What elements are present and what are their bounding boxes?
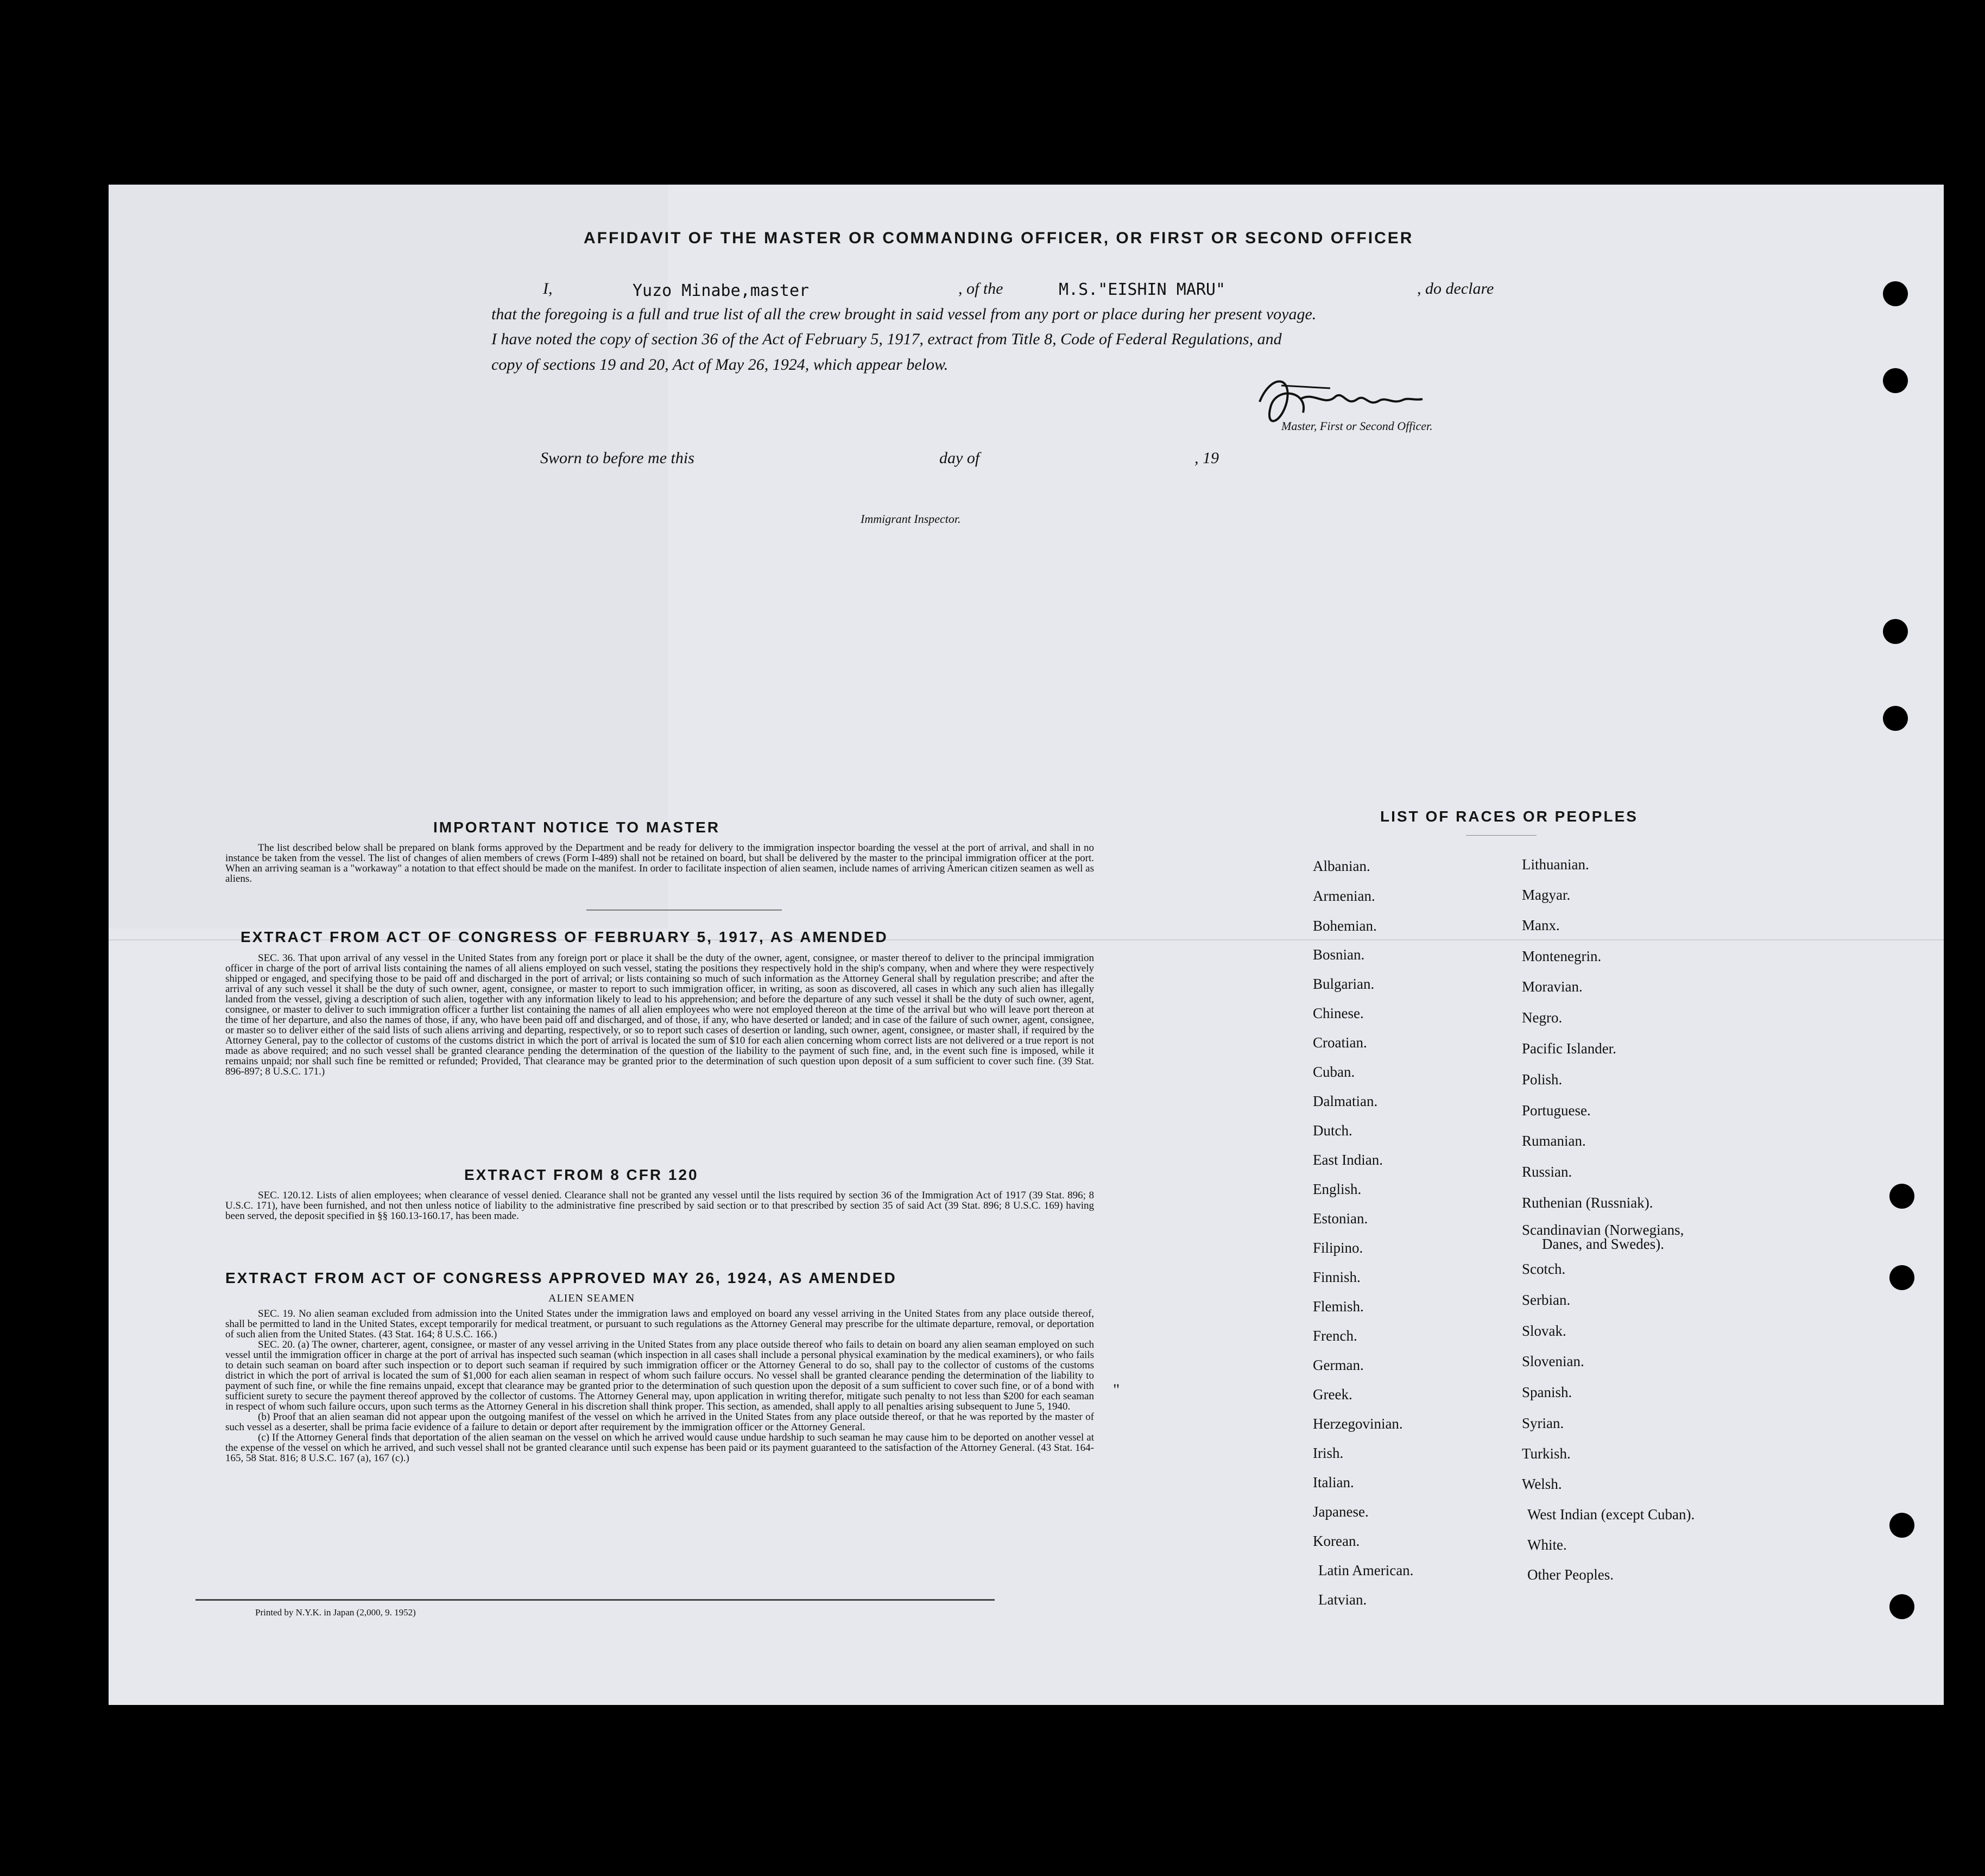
punch-hole [1883,706,1908,731]
notice-paragraph: The list described below shall be prepared on blank forms approved by the Department and be ready for delivery to the immigration inspector boarding the vessel at the port of arrival, and shall in no instance be taken from the vessel. The list of changes of alien members of crews (Form I-489) shall not be retained on board, but shall be delivered by the master to the principal immigration officer at the port. When an arriving seaman is a "workaway" a notation to that effect should be made on the manifest. In order to facilitate inspection of alien seamen, include names of arriving American citizen seamen as well as aliens. [225,842,1094,885]
races-divider [1466,835,1537,836]
race-item: Bosnian. [1313,946,1365,963]
day-of-text: day of [939,449,980,467]
inspector-caption: Immigrant Inspector. [861,512,961,526]
affidavit-line3: I have noted the copy of section 36 of the Act of February 5, 1917, extract from Title 8, Code of Federal Regulations, and [491,330,1282,348]
race-item: Albanian. [1313,858,1370,874]
race-item: Welsh. [1522,1476,1562,1492]
sworn-text: Sworn to before me this [540,449,694,467]
race-item: Syrian. [1522,1415,1564,1431]
race-item: Flemish. [1313,1298,1364,1315]
race-item: Moravian. [1522,978,1583,995]
race-item: Serbian. [1522,1292,1571,1308]
extract-1924-subtitle: ALIEN SEAMEN [548,1292,635,1304]
race-item: Montenegrin. [1522,948,1602,964]
race-item: Slovenian. [1522,1353,1584,1369]
race-item: Slovak. [1522,1323,1566,1339]
extract-1924-sec20a: SEC. 20. (a) The owner, charterer, agent, consignee, or master of any vessel arriving in the United States from any place outside thereof who fails to detain on board any alien seaman employed on such vessel until the immigration officer in charge at the port of arrival has inspected such seaman (which inspection in all cases shall include a personal physical examination by the medical examiners), or who fails to detain such seaman on board after such inspection or to deport such seaman if required by such immigration officer or the Attorney General to do so, shall pay to the collector of customs of the customs district in which the port of arrival is located the sum of $1,000 for each alien seaman in respect of whom such failure occurs. No vessel shall be granted clearance pending the determination of the liability to payment of such fine, or while the fine remains unpaid, except that clearance may be granted prior to the determination of such question upon the deposit of a sum sufficient to cover such fine, or of a bond with sufficient surety to secure the payment thereof approved by the collector of customs. The Attorney General may, upon application in writing therefor, mitigate such penalty to not less than $200 for each seaman in respect of whom such failure occurs, upon such terms as the Attorney General in his discretion shall think proper. This section, as amended, shall apply to all penalties arising subsequent to June 5, 1940. [225,1339,1094,1412]
race-item: Pacific Islander. [1522,1040,1616,1057]
race-item: Bohemian. [1313,918,1377,934]
race-item: Italian. [1313,1474,1354,1490]
vessel-name: M.S."EISHIN MARU" [1059,280,1226,299]
affidavit-line2: that the foregoing is a full and true list of all the crew brought in said vessel from any port or place during her present voyage. [491,305,1317,323]
divider [586,909,782,911]
punch-hole [1889,1184,1914,1209]
race-item: Other Peoples. [1527,1567,1614,1583]
race-item: Ruthenian (Russniak). [1522,1195,1653,1211]
race-item: Croatian. [1313,1034,1367,1051]
extract-1924-body [225,1309,1094,1463]
extract-1917-title: EXTRACT FROM ACT OF CONGRESS OF FEBRUARY 5, 1917, AS AMENDED [241,928,888,945]
extract-cfr-paragraph: SEC. 120.12. Lists of alien employees; when clearance of vessel denied. Clearance shall not be granted any vessel until the lists required by section 36 of the Immigration Act of 1917 (39 Stat. 896; 8 U.S.C. 171), have been furnished, and not then unless notice of liability to the administrative fine prescribed by said section or to that prescribed by section 35 of said Act (39 Stat. 896; 8 U.S.C. 169) having been served, the deposit specified in §§ 160.13-160.17, has been made. [225,1190,1094,1222]
race-item: Latin American. [1318,1562,1414,1578]
affidavit-do-declare: , do declare [1417,280,1494,298]
race-item: Latvian. [1318,1591,1367,1608]
extract-1917-body [225,953,1094,1077]
extract-1924-sec20b: (b) Proof that an alien seaman did not appear upon the outgoing manifest of the vessel on which he arrived in the United States from any place outside thereof, or that he was reported by the master of such vessel as a deserter, shall be prima facie evidence of a failure to detain or deport after requirement by the immigration officer or the Attorney General. [225,1411,1094,1433]
races-title: LIST OF RACES OR PEOPLES [1380,808,1638,825]
race-item: Spanish. [1522,1384,1572,1400]
extract-1917-paragraph: SEC. 36. That upon arrival of any vessel in the United States from any foreign port or place it shall be the duty of the owner, agent, consignee, or master thereof to deliver to the principal immigration officer in charge of the port of arrival lists containing the names of all aliens employed on such vessel, stating the positions they respectively hold in the ship's company, when and where they were respectively shipped or engaged, and specifying those to be paid off and discharged in the port of arrival; or lists containing so much of such information as the Attorney General shall by regulation prescribe; and after the arrival of any such vessel it shall be the duty of such owner, agent, consignee, or master to report to such immigration officer, in writing, as soon as discovered, all cases in which any such alien has illegally landed from the vessel, giving a description of such alien, together with any information likely to lead to his apprehension; and before the departure of any such vessel it shall be the duty of such owner, agent, consignee, or master to deliver to such immigration officer a further list containing the names of all alien employees who were not employed thereon at the time of the arrival but who will leave port thereon at the time of her departure, and also the names of those, if any, who have been paid off and discharged, and of those, if any, who have deserted or landed; and in case of the failure of such owner, agent, consignee, or master so to deliver either of the said lists of such aliens arriving and departing, respectively, or so to report such cases of desertion or landing, such owner, agent, consignee, or master shall, if required by the Attorney General, pay to the collector of customs of the customs district in which the port of arrival is located the sum of $10 for each alien concerning whom correct lists are not delivered or a true report is not made as above required; and no such vessel shall be granted clearance pending the determination of the question of the liability to the payment of such fine, and, in the event such fine is imposed, while it remains unpaid; nor shall such fine be remitted or refunded; Provided, That clearance may be granted prior to the determination of such question upon deposit of a sum sufficient to cover such fine. (39 Stat. 896-897; 8 U.S.C. 171.) [225,952,1094,1077]
race-item: French. [1313,1328,1357,1344]
affidavit-of-the: , of the [958,280,1003,298]
race-item: Chinese. [1313,1005,1364,1021]
punch-hole [1883,619,1908,644]
race-item: Russian. [1522,1164,1572,1180]
punch-hole [1889,1265,1914,1290]
folded-flap [109,185,668,928]
race-item: German. [1313,1357,1364,1373]
race-item: Magyar. [1522,887,1571,903]
race-item: Lithuanian. [1522,856,1589,873]
extract-cfr-title: EXTRACT FROM 8 CFR 120 [464,1166,699,1183]
race-item: English. [1313,1181,1362,1197]
race-item: Irish. [1313,1445,1344,1461]
race-item: Portuguese. [1522,1102,1591,1119]
extract-1924-title: EXTRACT FROM ACT OF CONGRESS APPROVED MAY 26, 1924, AS AMENDED [225,1269,897,1286]
punch-hole [1883,281,1908,306]
race-item: Greek. [1313,1386,1352,1403]
bottom-rule [195,1599,995,1601]
race-item: Dutch. [1313,1122,1352,1139]
race-item: Bulgarian. [1313,976,1375,992]
race-item: Estonian. [1313,1210,1368,1227]
race-item: Cuban. [1313,1064,1355,1080]
notice-body [225,843,1094,884]
race-item: Dalmatian. [1313,1093,1378,1109]
race-item: East Indian. [1313,1152,1383,1168]
year-text: , 19 [1194,449,1219,467]
punch-hole [1889,1513,1914,1538]
race-item: White. [1527,1537,1567,1553]
race-item: Rumanian. [1522,1133,1586,1149]
punch-hole [1883,368,1908,393]
race-item: Turkish. [1522,1445,1571,1462]
affidavit-title: AFFIDAVIT OF THE MASTER OR COMMANDING OFFICER, OR FIRST OR SECOND OFFICER [584,229,1414,247]
signature-caption: Master, First or Second Officer. [1281,419,1433,433]
notice-title: IMPORTANT NOTICE TO MASTER [433,819,720,836]
race-item: Scandinavian (Norwegians, [1522,1222,1684,1238]
race-item: Finnish. [1313,1269,1361,1285]
extract-cfr-body [225,1190,1094,1221]
affidavit-i: I, [543,280,553,298]
race-item: West Indian (except Cuban). [1527,1506,1695,1523]
race-item: Negro. [1522,1009,1563,1026]
race-item: Korean. [1313,1533,1360,1549]
race-item-continuation: Danes, and Swedes). [1542,1236,1664,1252]
printer-line: Printed by N.Y.K. in Japan (2,000, 9. 1952) [255,1607,416,1618]
race-item: Scotch. [1522,1261,1566,1277]
extract-1924-sec20c: (c) If the Attorney General finds that deportation of the alien seaman on the vessel on which he arrived would cause undue hardship to such seaman he may cause him to be deported on another vessel at the expense of the vessel on which he arrived, and such vessel shall not be granted clearance until such expense has been paid or its payment guaranteed to the satisfaction of the Attorney General. (43 Stat. 164-165, 58 Stat. 816; 8 U.S.C. 167 (a), 167 (c).) [225,1432,1094,1464]
affidavit-line4: copy of sections 19 and 20, Act of May 26, 1924, which appear below. [491,356,949,374]
stray-mark: " [1113,1381,1120,1399]
extract-1924-sec19: SEC. 19. No alien seaman excluded from admission into the United States under the immigration laws and employed on board any vessel arriving in the United States from any place outside thereof, shall be permitted to land in the United States, except temporarily for medical treatment, or pursuant to such regulations as the Attorney General may prescribe for the ultimate departure, removal, or deportation of such alien from the United States. (43 Stat. 164; 8 U.S.C. 166.) [225,1308,1094,1340]
race-item: Armenian. [1313,888,1375,904]
master-name: Yuzo Minabe,master [633,281,810,300]
document-sheet [109,185,1944,1705]
race-item: Herzegovinian. [1313,1416,1403,1432]
punch-hole [1889,1594,1914,1619]
race-item: Japanese. [1313,1504,1369,1520]
race-item: Manx. [1522,917,1560,933]
race-item: Polish. [1522,1071,1563,1088]
race-item: Filipino. [1313,1240,1363,1256]
